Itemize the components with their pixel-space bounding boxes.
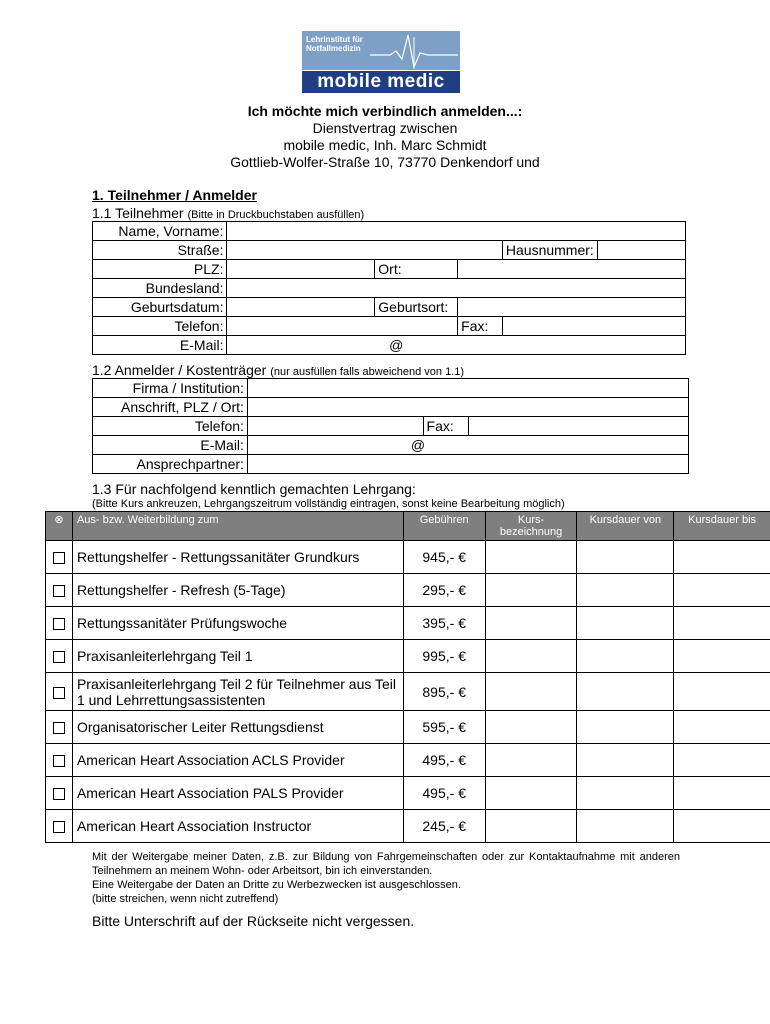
course-to-field[interactable]: [674, 574, 770, 607]
payer-phone-field[interactable]: [247, 417, 423, 436]
course-row: [46, 640, 770, 673]
course-to-field[interactable]: [674, 607, 770, 640]
consent-line3: (bitte streichen, wenn nicht zutreffend): [92, 893, 279, 905]
course-code-field[interactable]: [485, 810, 577, 843]
course-checkbox[interactable]: [46, 541, 73, 574]
section11-title: [92, 205, 364, 221]
course-name: Rettungshelfer - Rettungssanitäter Grundkurs: [72, 541, 403, 574]
course-checkbox[interactable]: [46, 574, 73, 607]
zip-label: PLZ:: [93, 260, 227, 279]
checkbox-icon: [53, 687, 65, 699]
course-from-field[interactable]: [577, 777, 674, 810]
course-name: Rettungssanitäter Prüfungswoche: [72, 607, 403, 640]
payer-address-field[interactable]: [247, 398, 688, 417]
street-label: Straße:: [93, 241, 227, 260]
section13-title: 1.3 Für nachfolgend kenntlich gemachten Lehrgang:: [92, 481, 416, 497]
course-row: [46, 574, 770, 607]
course-code-field[interactable]: [485, 574, 577, 607]
course-row: [46, 541, 770, 574]
state-label: Bundesland:: [93, 279, 227, 298]
checkbox-icon: [53, 585, 65, 597]
course-checkbox[interactable]: [46, 640, 73, 673]
company-line: mobile medic, Inh. Marc Schmidt: [283, 137, 487, 153]
course-code-field[interactable]: [485, 541, 577, 574]
course-name: American Heart Association Instructor: [72, 810, 403, 843]
course-fee: 495,- €: [403, 744, 485, 777]
course-table-header: [46, 512, 770, 541]
course-to-field[interactable]: [674, 711, 770, 744]
birthplace-field[interactable]: [458, 298, 686, 317]
page-title: Ich möchte mich verbindlich anmelden...:: [247, 103, 523, 119]
logo-line2: Notfallmedizin: [306, 44, 361, 53]
course-code-field[interactable]: [485, 777, 577, 810]
contract-line: Dienstvertrag zwischen: [312, 120, 458, 136]
course-to-field[interactable]: [674, 777, 770, 810]
course-code-field[interactable]: [485, 673, 577, 711]
city-field[interactable]: [458, 260, 686, 279]
course-to-field[interactable]: [674, 810, 770, 843]
checkbox-icon: [53, 755, 65, 767]
checkbox-icon: [53, 722, 65, 734]
payer-email-field[interactable]: [247, 436, 688, 455]
section13-note: (Bitte Kurs ankreuzen, Lehrgangszeitrum vollständig eintragen, sonst keine Bearbeitung möglich): [92, 498, 565, 510]
course-code-field[interactable]: [485, 744, 577, 777]
table-row: [93, 398, 689, 417]
course-fee: 595,- €: [403, 711, 485, 744]
check-column-icon: ⊗: [46, 512, 73, 541]
course-to-field[interactable]: [674, 541, 770, 574]
payer-email-label: E-Mail:: [93, 436, 248, 455]
course-from-field[interactable]: [577, 673, 674, 711]
section11-label: 1.1 Teilnehmer: [92, 205, 184, 221]
consent-line1: Mit der Weitergabe meiner Daten, z.B. zur Bildung von Fahrgemeinschaften oder zur Kontaktaufnahme mit anderen Teilnehmern an meinem Wohn- oder Arbeitsort, bin ich einverstanden.: [92, 851, 680, 877]
fax-field[interactable]: [502, 317, 685, 336]
course-row: [46, 711, 770, 744]
ekg-tower-icon: [370, 33, 458, 69]
course-from-field[interactable]: [577, 607, 674, 640]
to-column-header: Kursdauer bis: [674, 512, 770, 541]
checkbox-icon: [53, 821, 65, 833]
course-checkbox[interactable]: [46, 777, 73, 810]
phone-field[interactable]: [227, 317, 458, 336]
phone-label: Telefon:: [93, 317, 227, 336]
course-name: Praxisanleiterlehrgang Teil 2 für Teilnehmer aus Teil 1 und Lehrrettungsassistenten: [72, 673, 403, 711]
course-row: [46, 744, 770, 777]
course-from-field[interactable]: [577, 744, 674, 777]
course-fee: 895,- €: [403, 673, 485, 711]
house-number-label: Hausnummer:: [502, 241, 597, 260]
table-row: [93, 298, 686, 317]
checkbox-icon: [53, 552, 65, 564]
payer-address-label: Anschrift, PLZ / Ort:: [93, 398, 248, 417]
course-table: [45, 511, 770, 843]
payer-fax-label: Fax:: [423, 417, 468, 436]
email-label: E-Mail:: [93, 336, 227, 355]
payer-fax-field[interactable]: [468, 417, 689, 436]
course-checkbox[interactable]: [46, 744, 73, 777]
course-fee: 945,- €: [403, 541, 485, 574]
at-sign: @: [389, 337, 404, 353]
course-fee: 395,- €: [403, 607, 485, 640]
section12-note: (nur ausfüllen falls abweichend von 1.1): [270, 366, 465, 378]
payer-phone-label: Telefon:: [93, 417, 248, 436]
course-checkbox[interactable]: [46, 711, 73, 744]
name-label: Name, Vorname:: [93, 222, 227, 241]
course-column-header: Aus- bzw. Weiterbildung zum: [72, 512, 403, 541]
course-from-field[interactable]: [577, 810, 674, 843]
course-from-field[interactable]: [577, 640, 674, 673]
course-name: American Heart Association PALS Provider: [72, 777, 403, 810]
course-from-field[interactable]: [577, 541, 674, 574]
signature-reminder: Bitte Unterschrift auf der Rückseite nicht vergessen.: [92, 913, 415, 929]
course-checkbox[interactable]: [46, 673, 73, 711]
consent-line2: Eine Weitergabe der Daten an Dritte zu Werbezwecken ist ausgeschlossen.: [92, 879, 461, 891]
table-row: [93, 336, 686, 355]
participant-table: [92, 221, 686, 355]
mobile-medic-logo: [302, 31, 460, 93]
logo-tagline: [306, 35, 363, 53]
section11-note: (Bitte in Druckbuchstaben ausfüllen): [187, 209, 365, 221]
from-column-header: Kursdauer von: [577, 512, 674, 541]
course-row: [46, 777, 770, 810]
course-name: Rettungshelfer - Refresh (5-Tage): [72, 574, 403, 607]
table-row: [93, 260, 686, 279]
table-row: [93, 279, 686, 298]
table-row: [93, 379, 689, 398]
birthdate-field[interactable]: [227, 298, 375, 317]
birthplace-label: Geburtsort:: [375, 298, 458, 317]
contact-field[interactable]: [247, 455, 688, 474]
course-name: Organisatorischer Leiter Rettungsdienst: [72, 711, 403, 744]
zip-field[interactable]: [227, 260, 375, 279]
course-code-field[interactable]: [485, 607, 577, 640]
logo-line1: Lehrinstitut für: [306, 35, 363, 44]
company-field[interactable]: [247, 379, 688, 398]
course-row: [46, 810, 770, 843]
table-row: [93, 241, 686, 260]
address-line: Gottlieb-Wolfer-Straße 10, 73770 Denkendorf und: [230, 154, 540, 170]
state-field[interactable]: [227, 279, 686, 298]
table-row: [93, 417, 689, 436]
course-from-field[interactable]: [577, 711, 674, 744]
course-code-field[interactable]: [485, 640, 577, 673]
section12-label: 1.2 Anmelder / Kostenträger: [92, 362, 267, 378]
course-name: American Heart Association ACLS Provider: [72, 744, 403, 777]
course-fee: 295,- €: [403, 574, 485, 607]
code-column-header: Kurs-bezeichnung: [485, 512, 577, 541]
name-field[interactable]: [227, 222, 686, 241]
logo-banner: [302, 31, 460, 70]
course-to-field[interactable]: [674, 673, 770, 711]
course-checkbox[interactable]: [46, 810, 73, 843]
course-to-field[interactable]: [674, 744, 770, 777]
course-row: [46, 673, 770, 711]
contact-label: Ansprechpartner:: [93, 455, 248, 474]
section12-title: [92, 362, 464, 378]
table-row: [93, 436, 689, 455]
course-from-field[interactable]: [577, 574, 674, 607]
course-name: Praxisanleiterlehrgang Teil 1: [72, 640, 403, 673]
course-row: [46, 607, 770, 640]
fee-column-header: Gebühren: [403, 512, 485, 541]
table-row: [93, 455, 689, 474]
consent-text: [92, 850, 680, 906]
street-field[interactable]: [227, 241, 502, 260]
checkbox-icon: [53, 618, 65, 630]
checkbox-icon: [53, 651, 65, 663]
table-row: [93, 317, 686, 336]
course-code-field[interactable]: [485, 711, 577, 744]
logo-brand: mobile medic: [302, 71, 460, 93]
course-to-field[interactable]: [674, 640, 770, 673]
course-fee: 995,- €: [403, 640, 485, 673]
course-checkbox[interactable]: [46, 607, 73, 640]
course-fee: 245,- €: [403, 810, 485, 843]
checkbox-icon: [53, 788, 65, 800]
house-number-field[interactable]: [597, 241, 685, 260]
fax-label: Fax:: [458, 317, 503, 336]
payer-table: [92, 378, 689, 474]
course-rows: [46, 541, 770, 843]
city-label: Ort:: [375, 260, 458, 279]
birthdate-label: Geburtsdatum:: [93, 298, 227, 317]
course-fee: 495,- €: [403, 777, 485, 810]
email-field[interactable]: [227, 336, 686, 355]
company-label: Firma / Institution:: [93, 379, 248, 398]
at-sign: @: [410, 437, 426, 453]
table-row: [93, 222, 686, 241]
section1-heading: 1. Teilnehmer / Anmelder: [92, 187, 257, 203]
